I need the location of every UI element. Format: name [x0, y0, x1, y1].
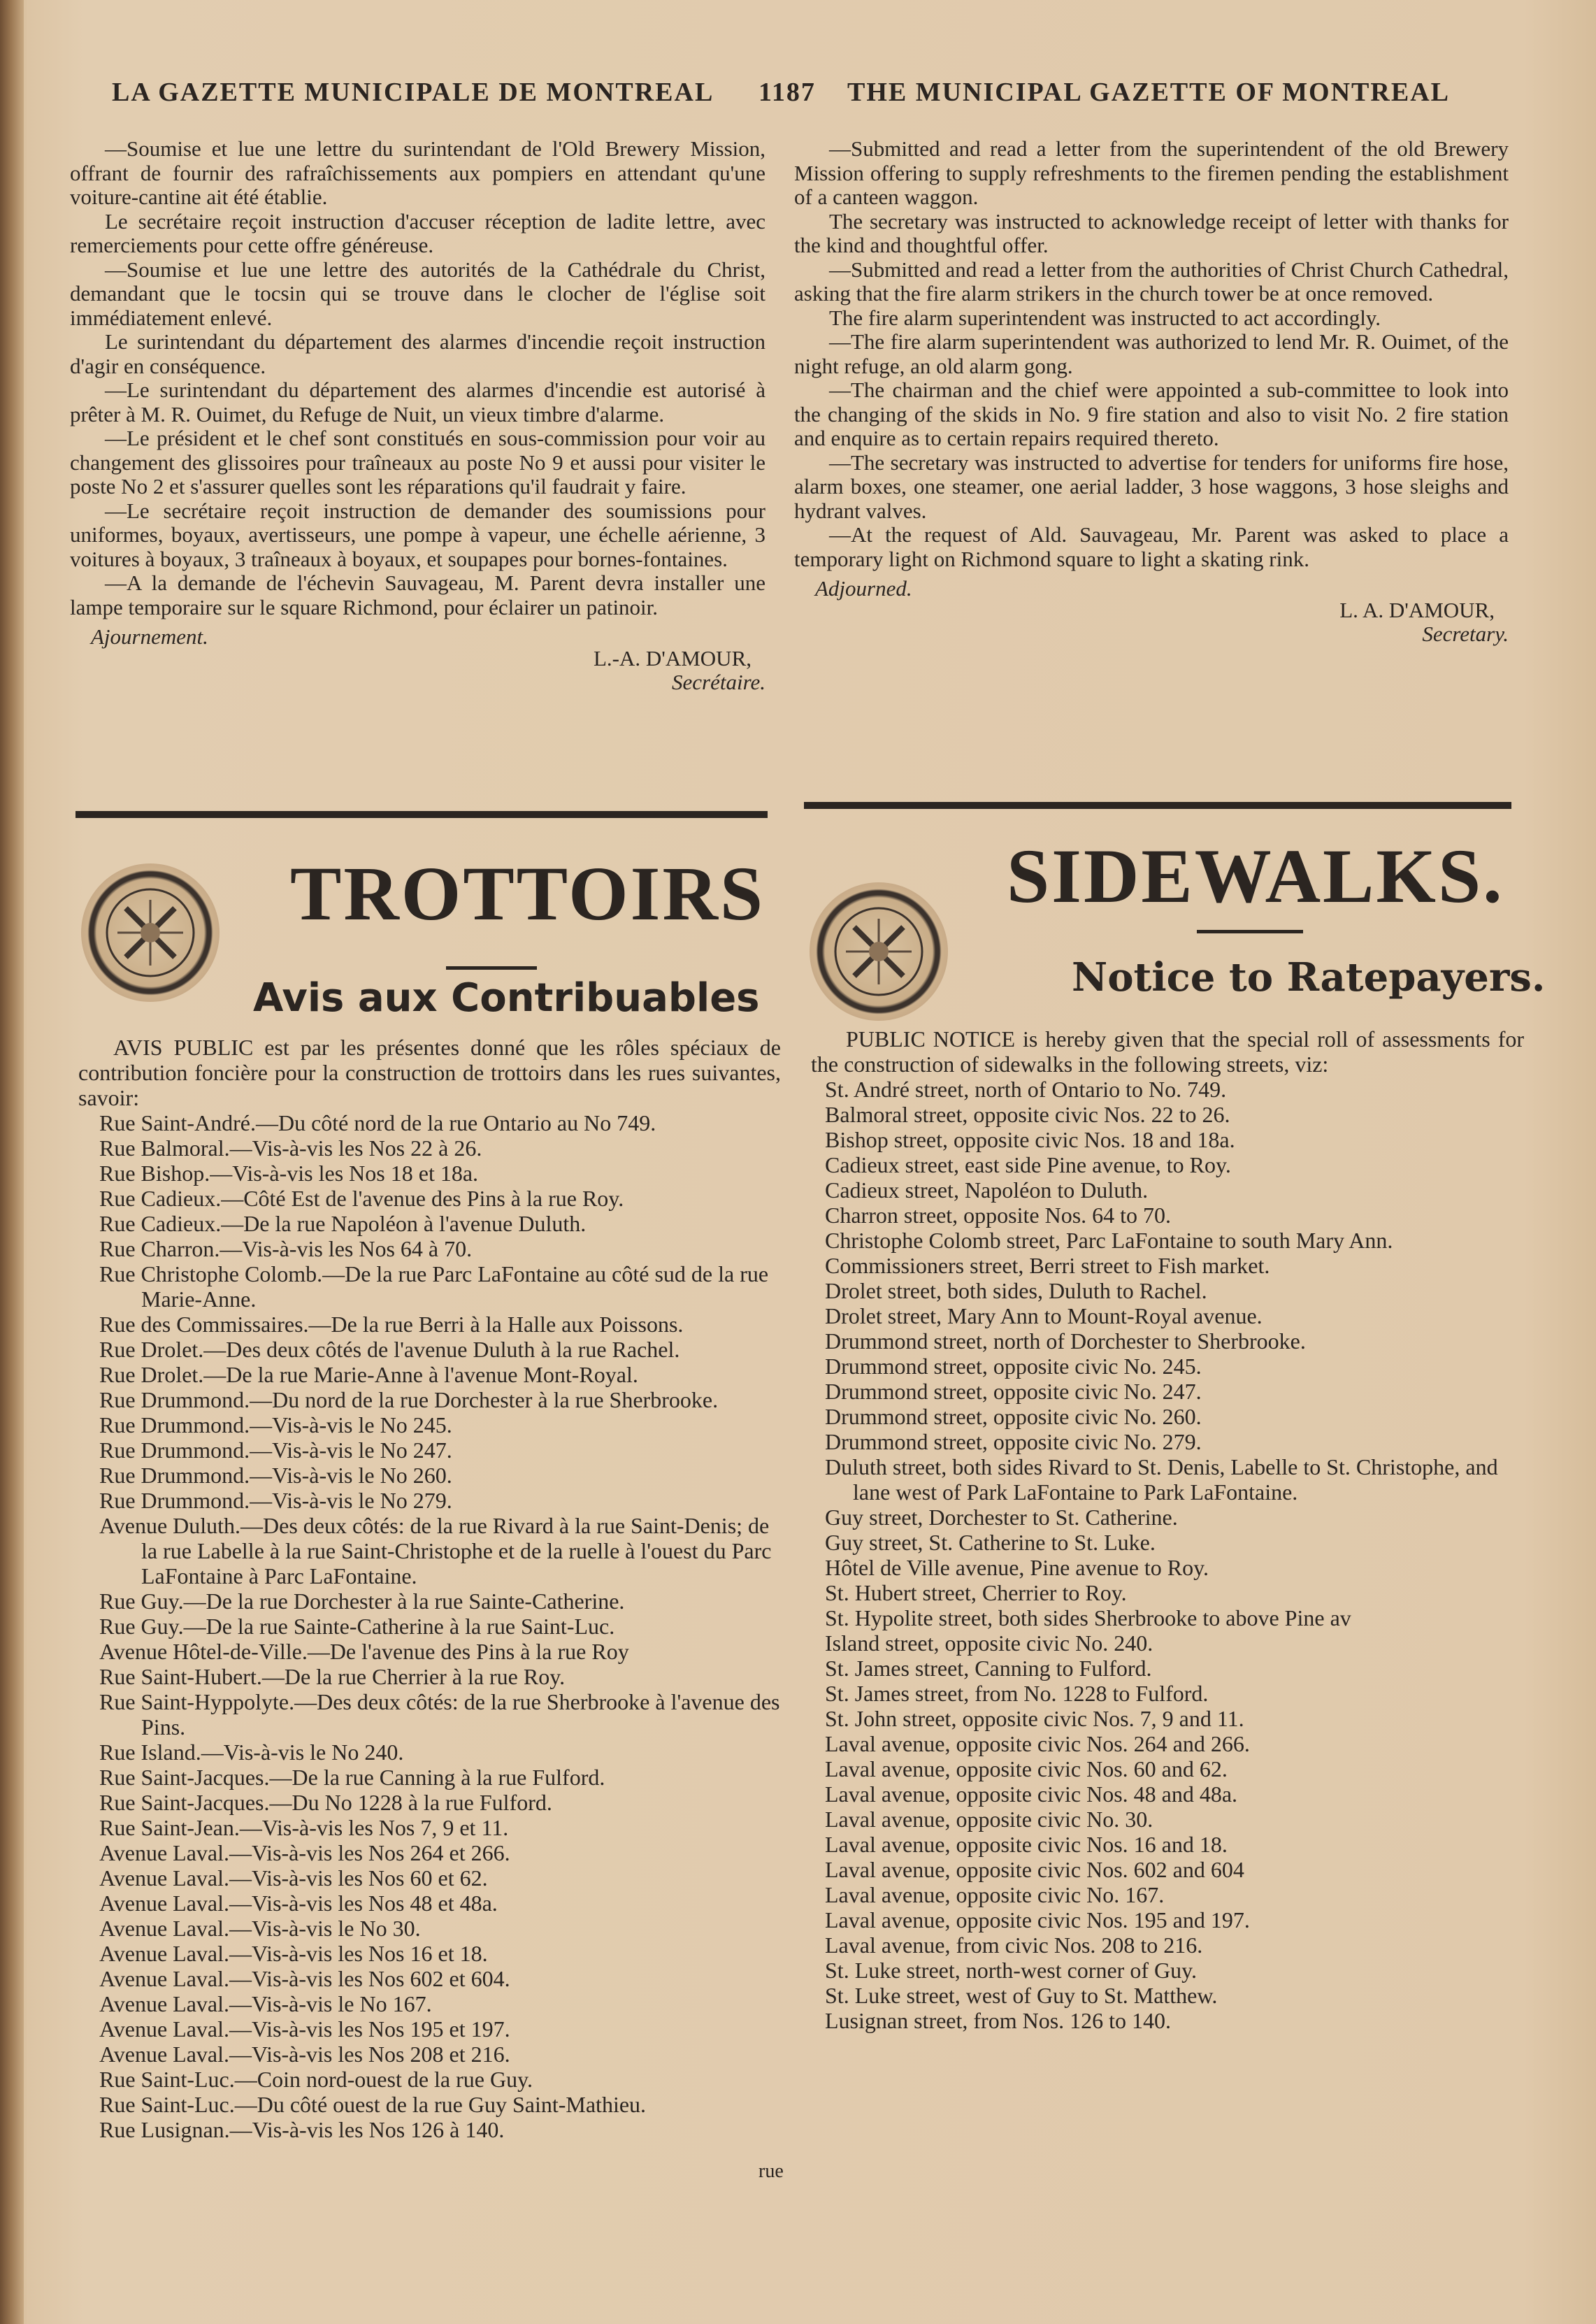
minutes-fr-paragraph: —Le surintendant du département des alarmes d'incendie est autorisé à prêter à M. R. Ouimet, du Refuge de Nuit, un vieux timbre d'alarme.	[70, 378, 765, 426]
minutes-en-paragraph: —Submitted and read a letter from the superintendent of the old Brewery Mission offering to supply refreshments to the firemen pending the establishment of a canteen waggon.	[794, 136, 1509, 209]
minutes-fr-paragraph: —A la demande de l'échevin Sauvageau, M. Parent devra installer une lampe temporaire sur le square Richmond, pour éclairer un patinoir.	[70, 571, 765, 619]
notice-title-en: SIDEWALKS.	[1007, 833, 1504, 919]
list-item: Rue Cadieux.—De la rue Napoléon à l'avenue Duluth.	[99, 1211, 587, 1236]
list-item: Drummond street, opposite civic No. 245.	[825, 1354, 1202, 1379]
binding-shadow	[0, 0, 24, 2324]
list-item: St. Luke street, west of Guy to St. Matthew.	[825, 1983, 1218, 2008]
list-item: St. James street, Canning to Fulford.	[825, 1656, 1152, 1681]
street-list-en	[811, 1077, 1524, 2033]
list-item: Laval avenue, opposite civic Nos. 602 and 604	[825, 1857, 1244, 1882]
list-item: St. Hubert street, Cherrier to Roy.	[825, 1580, 1127, 1605]
list-item: Avenue Laval.—Vis-à-vis le No 167.	[99, 1991, 432, 2016]
minutes-fr-paragraph: Le surintendant du département des alarmes d'incendie reçoit instruction d'agir en conséquence.	[70, 329, 765, 378]
stray-mark: rue	[759, 2160, 784, 2182]
list-item: Christophe Colomb street, Parc LaFontaine to south Mary Ann.	[825, 1228, 1393, 1253]
street-list-fr	[78, 1110, 781, 2142]
list-item: Laval avenue, opposite civic Nos. 16 and 18.	[825, 1832, 1228, 1857]
list-item: Rue Christophe Colomb.—De la rue Parc LaFontaine au côté sud de la rue Marie-Anne.	[99, 1261, 769, 1312]
minutes-fr-paragraph: Le secrétaire reçoit instruction d'accuser réception de ladite lettre, avec remerciements pour cette offre généreuse.	[70, 208, 765, 257]
running-head	[105, 77, 1496, 112]
notice-subtitle-fr: Avis aux Contribuables	[253, 975, 760, 1021]
section-divider-en	[804, 802, 1511, 809]
list-item: Charron street, opposite Nos. 64 to 70.	[825, 1203, 1172, 1228]
list-item: Rue Bishop.—Vis-à-vis les Nos 18 et 18a.	[99, 1161, 479, 1186]
minutes-fr-paragraph: —Le président et le chef sont constitués en sous-commission pour voir au changement des glissoires pour traîneaux au poste No 9 et aussi pour visiter le poste No 2 et s'assurer quelles sont les réparations qu'il faudrait y faire.	[70, 426, 765, 498]
list-item: Rue Drummond.—Vis-à-vis le No 279.	[99, 1488, 452, 1513]
list-item: Avenue Laval.—Vis-à-vis les Nos 48 et 48a.	[99, 1891, 498, 1916]
list-item: Guy street, St. Catherine to St. Luke.	[825, 1530, 1156, 1555]
list-item: St. James street, from No. 1228 to Fulford.	[825, 1681, 1209, 1706]
list-item: Laval avenue, opposite civic Nos. 60 and 62.	[825, 1756, 1228, 1781]
minutes-fr-paragraph: —Soumise et lue une lettre du surintendant de l'Old Brewery Mission, offrant de fournir des rafraîchissements aux pompiers en attendant qu'une voiture-cantine ait été établie.	[70, 136, 765, 209]
minutes-en-paragraph: —The secretary was instructed to advertise for tenders for uniforms fire hose, alarm boxes, one steamer, one aerial ladder, 3 hose waggons, 3 hose sleighs and hydrant valves.	[794, 450, 1509, 523]
list-item: Rue Charron.—Vis-à-vis les Nos 64 à 70.	[99, 1236, 473, 1261]
list-item: Laval avenue, opposite civic Nos. 195 and 197.	[825, 1907, 1250, 1932]
signature-title-en: Secretary.	[1422, 622, 1509, 646]
list-item: Rue Guy.—De la rue Sainte-Catherine à la rue Saint-Luc.	[99, 1614, 615, 1639]
list-item: Avenue Laval.—Vis-à-vis les Nos 208 et 216.	[99, 2042, 510, 2067]
list-item: Avenue Laval.—Vis-à-vis les Nos 602 et 604.	[99, 1966, 510, 1991]
list-item: Avenue Laval.—Vis-à-vis les Nos 264 et 266.	[99, 1840, 510, 1865]
list-item: Rue Guy.—De la rue Dorchester à la rue Sainte-Catherine.	[99, 1588, 625, 1614]
list-item: Avenue Laval.—Vis-à-vis les Nos 16 et 18.	[99, 1941, 488, 1966]
list-item: Commissioners street, Berri street to Fish market.	[825, 1253, 1270, 1278]
list-item: Guy street, Dorchester to St. Catherine.	[825, 1505, 1178, 1530]
list-item: Balmoral street, opposite civic Nos. 22 to 26.	[825, 1102, 1230, 1127]
minutes-en-paragraph: —At the request of Ald. Sauvageau, Mr. Parent was asked to place a temporary light on Richmond square to light a skating rink.	[794, 522, 1509, 571]
notice-intro-en: PUBLIC NOTICE is hereby given that the special roll of assessments for the construction of sidewalks in the following streets, viz:	[811, 1026, 1524, 1077]
title-rule-en	[1197, 930, 1303, 933]
list-item: Rue des Commissaires.—De la rue Berri à la Halle aux Poissons.	[99, 1312, 684, 1337]
list-item: Rue Drummond.—Vis-à-vis le No 245.	[99, 1412, 452, 1437]
list-item: Rue Cadieux.—Côté Est de l'avenue des Pins à la rue Roy.	[99, 1186, 624, 1211]
list-item: Rue Saint-Luc.—Du côté ouest de la rue Guy Saint-Mathieu.	[99, 2092, 647, 2117]
signature-en: L. A. D'AMOUR,	[1339, 597, 1495, 622]
list-item: St. John street, opposite civic Nos. 7, 9 and 11.	[825, 1706, 1244, 1731]
list-item: Hôtel de Ville avenue, Pine avenue to Roy.	[825, 1555, 1209, 1580]
signature-title-fr: Secrétaire.	[672, 670, 765, 694]
list-item: Island street, opposite civic No. 240.	[825, 1630, 1153, 1656]
list-item: Rue Drummond.—Vis-à-vis le No 247.	[99, 1437, 452, 1463]
minutes-en-paragraph: —The fire alarm superintendent was authorized to lend Mr. R. Ouimet, of the night refuge, an old alarm gong.	[794, 329, 1509, 378]
notice-fr-column	[78, 1035, 781, 2142]
list-item: Rue Island.—Vis-à-vis le No 240.	[99, 1740, 404, 1765]
list-item: Drummond street, opposite civic No. 247.	[825, 1379, 1202, 1404]
list-item: Rue Saint-Luc.—Coin nord-ouest de la rue Guy.	[99, 2067, 533, 2092]
list-item: Laval avenue, from civic Nos. 208 to 216.	[825, 1932, 1203, 1958]
title-rule-fr	[446, 966, 537, 970]
notice-subtitle-en: Notice to Ratepayers.	[1072, 954, 1546, 1000]
list-item: Avenue Duluth.—Des deux côtés: de la rue Rivard à la rue Saint-Denis; de la rue Labelle à la rue Saint-Christophe et de la ruelle à l'ouest du Parc LaFontaine à Parc LaFontaine.	[99, 1513, 772, 1588]
page-number: 1187	[759, 78, 816, 107]
list-item: Drummond street, opposite civic No. 260.	[825, 1404, 1202, 1429]
list-item: Rue Saint-Jacques.—Du No 1228 à la rue Fulford.	[99, 1790, 552, 1815]
city-seal-icon	[81, 863, 220, 1002]
list-item: Drolet street, both sides, Duluth to Rachel.	[825, 1278, 1207, 1303]
list-item: Avenue Hôtel-de-Ville.—De l'avenue des Pins à la rue Roy	[99, 1639, 629, 1664]
list-item: Rue Saint-Hubert.—De la rue Cherrier à la rue Roy.	[99, 1664, 566, 1689]
minutes-en-paragraph: The secretary was instructed to acknowledge receipt of letter with thanks for the kind and thoughtful offer.	[794, 208, 1509, 257]
list-item: Laval avenue, opposite civic Nos. 48 and 48a.	[825, 1781, 1238, 1807]
list-item: St. Hypolite street, both sides Sherbrooke to above Pine av	[825, 1605, 1351, 1630]
list-item: Rue Drolet.—De la rue Marie-Anne à l'avenue Mont-Royal.	[99, 1362, 638, 1387]
list-item: Rue Drummond.—Du nord de la rue Dorchester à la rue Sherbrooke.	[99, 1387, 719, 1412]
list-item: Lusignan street, from Nos. 126 to 140.	[825, 2008, 1172, 2033]
list-item: Drummond street, north of Dorchester to Sherbrooke.	[825, 1328, 1306, 1354]
city-seal-icon	[810, 882, 948, 1021]
list-item: Bishop street, opposite civic Nos. 18 and 18a.	[825, 1127, 1235, 1152]
list-item: Avenue Laval.—Vis-à-vis le No 30.	[99, 1916, 421, 1941]
adjourned-fr: Ajournement.	[91, 624, 208, 649]
minutes-en-column	[794, 137, 1509, 647]
list-item: St. André street, north of Ontario to No. 749.	[825, 1077, 1227, 1102]
list-item: Drolet street, Mary Ann to Mount-Royal avenue.	[825, 1303, 1263, 1328]
list-item: Rue Saint-Hyppolyte.—Des deux côtés: de la rue Sherbrooke à l'avenue des Pins.	[99, 1689, 780, 1740]
list-item: St. Luke street, north-west corner of Guy.	[825, 1958, 1197, 1983]
list-item: Cadieux street, Napoléon to Duluth.	[825, 1177, 1149, 1203]
header-title-fr: LA GAZETTE MUNICIPALE DE MONTREAL	[112, 78, 714, 107]
minutes-en-paragraph: The fire alarm superintendent was instructed to act accordingly.	[829, 305, 1381, 330]
minutes-fr-paragraph: —Soumise et lue une lettre des autorités de la Cathédrale du Christ, demandant que le tocsin qui se trouve dans le clocher de l'église soit immédiatement enlevé.	[70, 257, 765, 330]
section-divider-fr	[76, 811, 768, 818]
minutes-en-paragraph: —Submitted and read a letter from the authorities of Christ Church Cathedral, asking that the fire alarm strikers in the church tower be at once removed.	[794, 257, 1509, 306]
list-item: Duluth street, both sides Rivard to St. Denis, Labelle to St. Christophe, and lane west of Park LaFontaine to Park LaFontaine.	[825, 1454, 1498, 1505]
list-item: Laval avenue, opposite civic No. 167.	[825, 1882, 1165, 1907]
list-item: Rue Drummond.—Vis-à-vis le No 260.	[99, 1463, 452, 1488]
signature-fr: L.-A. D'AMOUR,	[593, 645, 752, 670]
list-item: Rue Saint-Jean.—Vis-à-vis les Nos 7, 9 et 11.	[99, 1815, 509, 1840]
header-title-en: THE MUNICIPAL GAZETTE OF MONTREAL	[847, 78, 1450, 107]
notice-intro-fr: AVIS PUBLIC est par les présentes donné que les rôles spéciaux de contribution foncière pour la construction de trottoirs dans les rues suivantes, savoir:	[78, 1035, 781, 1110]
list-item: Avenue Laval.—Vis-à-vis les Nos 60 et 62.	[99, 1865, 488, 1891]
list-item: Avenue Laval.—Vis-à-vis les Nos 195 et 197.	[99, 2016, 510, 2042]
list-item: Rue Balmoral.—Vis-à-vis les Nos 22 à 26.	[99, 1135, 482, 1161]
list-item: Cadieux street, east side Pine avenue, to Roy.	[825, 1152, 1231, 1177]
minutes-fr-paragraph: —Le secrétaire reçoit instruction de demander des soumissions pour uniformes, boyaux, avertisseurs, une pompe à vapeur, une échelle aérienne, 3 voitures à boyaux, 3 traîneaux à boyaux, et soupapes pour bornes-fontaines.	[70, 498, 765, 571]
list-item: Rue Lusignan.—Vis-à-vis les Nos 126 à 140.	[99, 2117, 505, 2142]
list-item: Rue Saint-André.—Du côté nord de la rue Ontario au No 749.	[99, 1110, 656, 1135]
notice-en-column	[811, 1026, 1524, 2033]
minutes-en-paragraph: —The chairman and the chief were appointed a sub-committee to look into the changing of the skids in No. 9 fire station and also to visit No. 2 fire station and enquire as to certain repairs required thereto.	[794, 378, 1509, 450]
minutes-fr-column	[70, 137, 765, 695]
list-item: Rue Drolet.—Des deux côtés de l'avenue Duluth à la rue Rachel.	[99, 1337, 680, 1362]
adjourned-en: Adjourned.	[815, 576, 912, 601]
list-item: Laval avenue, opposite civic Nos. 264 and 266.	[825, 1731, 1250, 1756]
list-item: Rue Saint-Jacques.—De la rue Canning à la rue Fulford.	[99, 1765, 605, 1790]
list-item: Drummond street, opposite civic No. 279.	[825, 1429, 1202, 1454]
list-item: Laval avenue, opposite civic No. 30.	[825, 1807, 1153, 1832]
notice-title-fr: TROTTOIRS	[290, 851, 765, 936]
